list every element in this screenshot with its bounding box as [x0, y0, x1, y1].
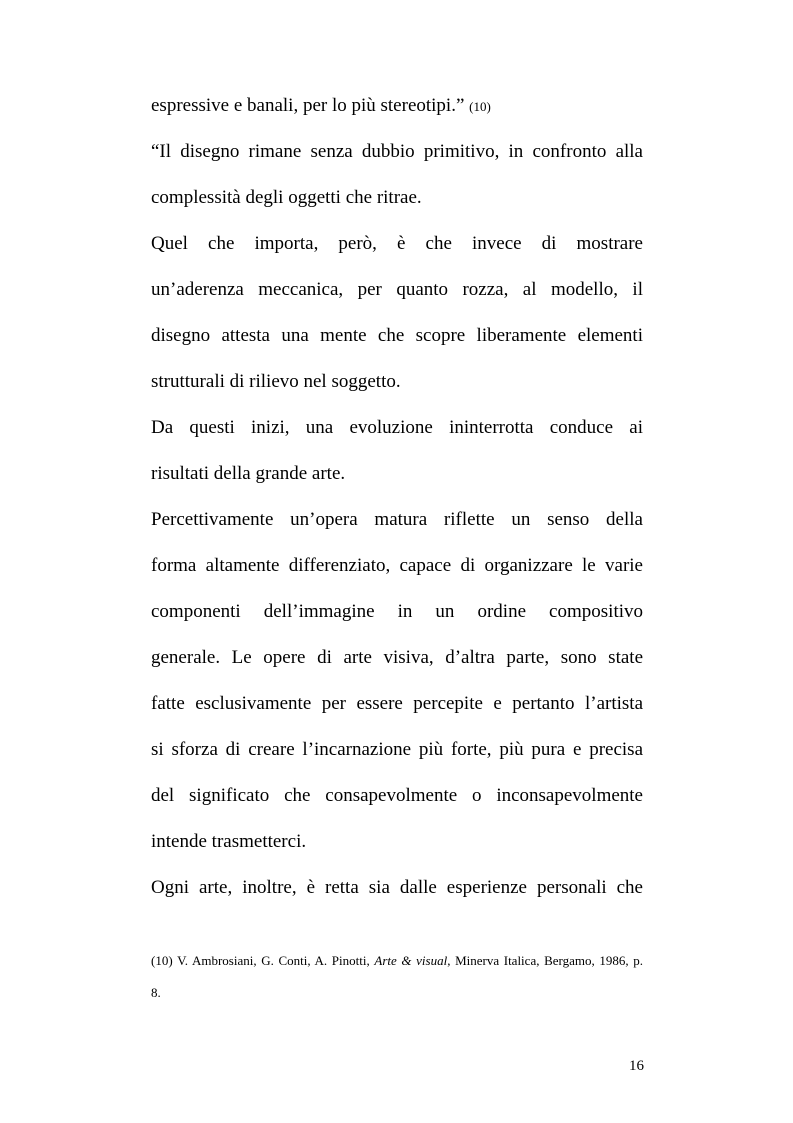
body-line-4: Quel che importa, però, è che invece di mostrare [151, 233, 643, 254]
body-line-17: intende trasmetterci. [151, 831, 307, 852]
body-line-8: Da questi inizi, una evoluzione ininterrotta conduce ai [151, 417, 643, 438]
footnote-marker: (10) [151, 953, 173, 968]
body-line-3: complessità degli oggetti che ritrae. [151, 187, 422, 208]
body-line-2: “Il disegno rimane senza dubbio primitivo, in confronto alla [151, 141, 643, 162]
footnote-line-2: 8. [151, 985, 161, 1000]
footnote-title: Arte & visual [374, 953, 448, 968]
footnote-publisher: , Minerva Italica, Bergamo, 1986, p. [447, 953, 644, 968]
body-line-18: Ogni arte, inoltre, è retta sia dalle esperienze personali che [151, 877, 643, 898]
page-number: 16 [629, 1058, 644, 1074]
body-line-13: generale. Le opere di arte visiva, d’altra parte, sono state [151, 647, 643, 668]
body-line-11: forma altamente differenziato, capace di organizzare le varie [151, 555, 643, 576]
body-line-10: Percettivamente un’opera matura riflette un senso della [151, 509, 643, 530]
body-line-12: componenti dell’immagine in un ordine compositivo [151, 601, 643, 622]
body-line-14: fatte esclusivamente per essere percepite e pertanto l’artista [151, 693, 643, 714]
body-line-16: del significato che consapevolmente o inconsapevolmente [151, 785, 643, 806]
body-line-6: disegno attesta una mente che scopre liberamente elementi [151, 325, 643, 346]
body-line-5: un’aderenza meccanica, per quanto rozza, al modello, il [151, 279, 643, 300]
body-line-9: risultati della grande arte. [151, 463, 346, 484]
body-line-15: si sforza di creare l’incarnazione più forte, più pura e precisa [151, 739, 643, 760]
body-line-7: strutturali di rilievo nel soggetto. [151, 371, 401, 392]
footnote-reference: (10) [469, 99, 491, 114]
footnote-authors: V. Ambrosiani, G. Conti, A. Pinotti, [177, 953, 370, 968]
footnote-line-1 [151, 953, 643, 969]
body-line-1: espressive e banali, per lo più stereotipi.” (10) [151, 95, 491, 116]
